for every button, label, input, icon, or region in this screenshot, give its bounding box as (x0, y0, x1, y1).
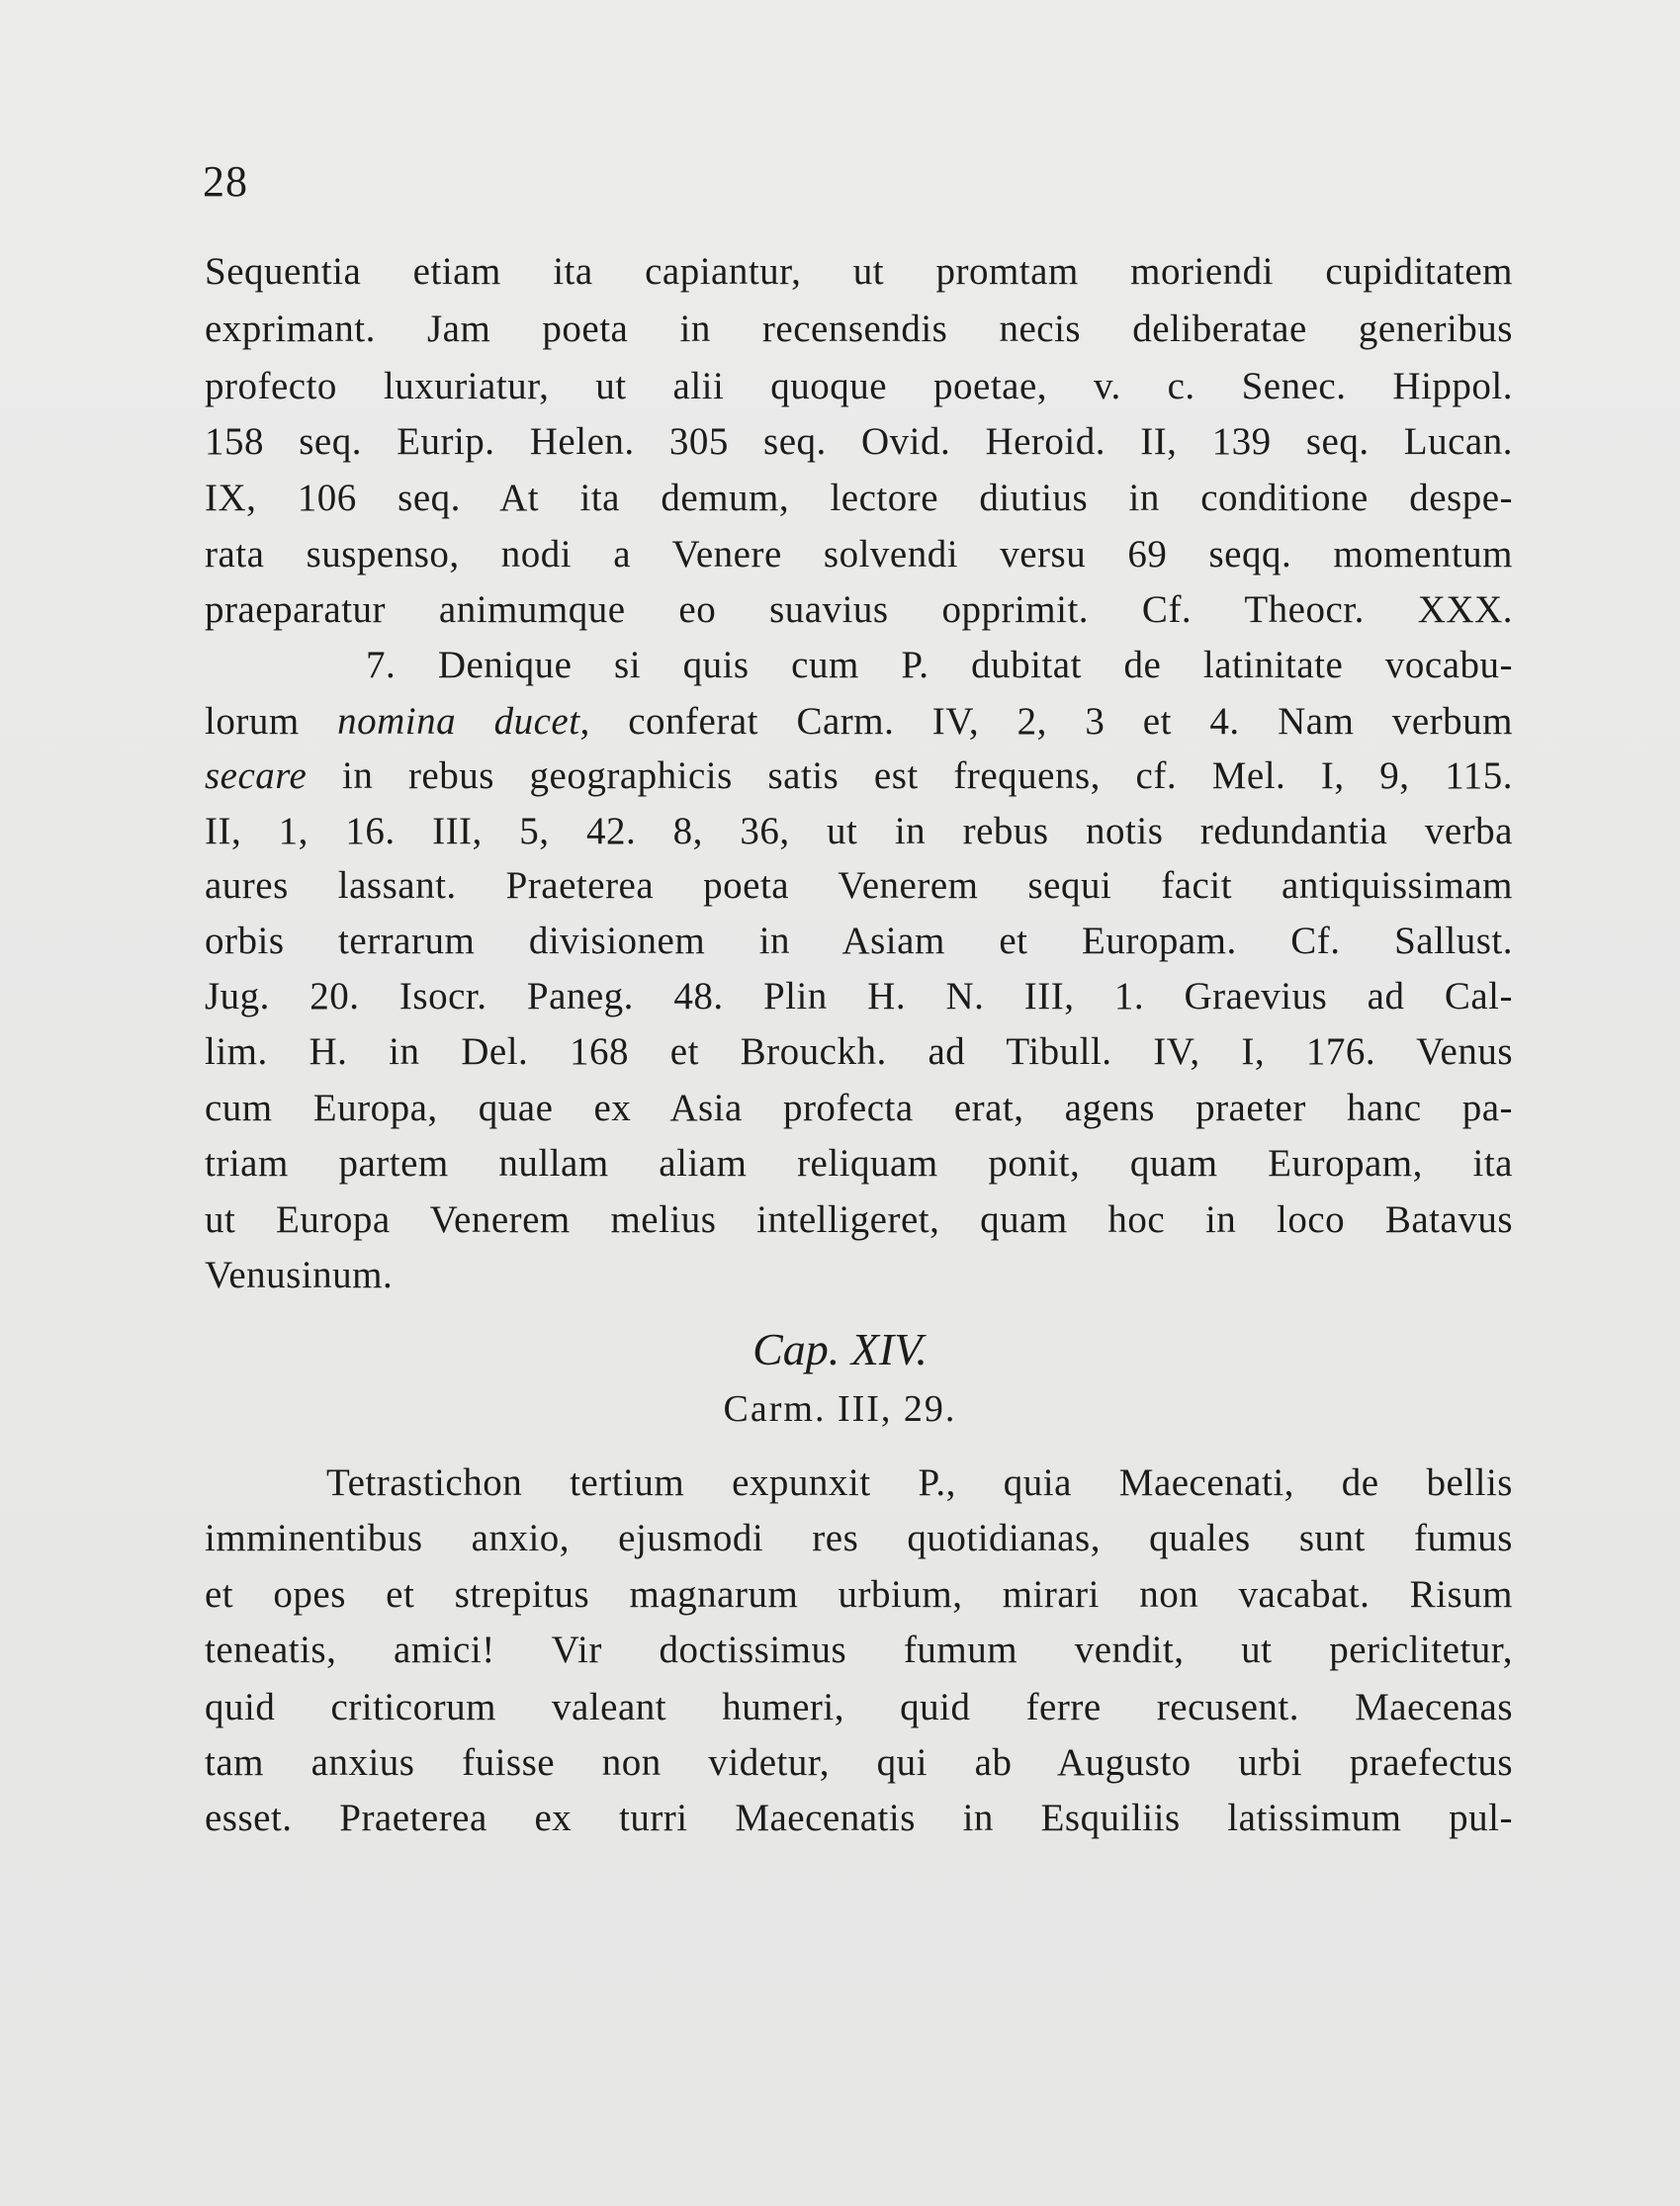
text-line: quid criticorum valeant humeri, quid ferre recusent. Maecenas (205, 1686, 1513, 1728)
text-line: orbis terrarum divisionem in Asiam et Europam. Cf. Sallust. (205, 920, 1513, 962)
text-line: Venusinum. (205, 1254, 394, 1296)
text-line: et opes et strepitus magnarum urbium, mirari non vacabat. Risum (205, 1573, 1513, 1616)
text-line: cum Europa, quae ex Asia profecta erat, agens praeter hanc pa- (205, 1087, 1513, 1129)
text-line: II, 1, 16. III, 5, 42. 8, 36, ut in rebus notis redundantia verba (205, 810, 1513, 852)
text-line: imminentibus anxio, ejusmodi res quotidianas, quales sunt fumus (205, 1517, 1513, 1559)
page-number: 28 (203, 157, 248, 206)
text-line: Jug. 20. Isocr. Paneg. 48. Plin H. N. III, 1. Graevius ad Cal- (205, 975, 1513, 1017)
chapter-title: Cap. XIV. (752, 1324, 928, 1374)
text-line: exprimant. Jam poeta in recensendis necis deliberatae generibus (205, 308, 1513, 350)
text-line: esset. Praeterea ex turri Maecenatis in Esquiliis latissimum pul- (205, 1797, 1513, 1839)
text-line: Sequentia etiam ita capiantur, ut promtam moriendi cupiditatem (205, 250, 1513, 293)
text-line: lim. H. in Del. 168 et Brouckh. ad Tibull. IV, I, 176. Venus (205, 1030, 1513, 1073)
text-line (205, 697, 1513, 747)
paragraph-first-line: 7. Denique si quis cum P. dubitat de latinitate vocabu- (366, 644, 1513, 686)
text-line: praeparatur animumque eo suavius opprimit. Cf. Theocr. XXX. (205, 588, 1513, 631)
text-line: teneatis, amici! Vir doctissimus fumum vendit, ut periclitetur, (205, 1629, 1513, 1671)
italic-word: secare (205, 754, 308, 797)
text-span: conferat Carm. IV, 2, 3 et 4. Nam verbum (589, 700, 1513, 743)
text-line: 158 seq. Eurip. Helen. 305 seq. Ovid. Heroid. II, 139 seq. Lucan. (205, 420, 1513, 463)
italic-phrase: nomina ducet, (337, 700, 590, 743)
chapter-subtitle: Carm. III, 29. (723, 1388, 957, 1430)
text-line: ut Europa Venerem melius intelligeret, quam hoc in loco Batavus (205, 1198, 1513, 1241)
text-line: tam anxius fuisse non videtur, qui ab Augusto urbi praefectus (205, 1741, 1513, 1784)
text-line: profecto luxuriatur, ut alii quoque poetae, v. c. Senec. Hippol. (205, 365, 1513, 407)
text-span: in rebus geographicis satis est frequens, cf. Mel. I, 9, 115. (307, 754, 1513, 797)
text-span: lorum (205, 700, 338, 743)
text-line: triam partem nullam aliam reliquam ponit, quam Europam, ita (205, 1142, 1513, 1185)
text-line: IX, 106 seq. At ita demum, lectore diutius in conditione despe- (205, 477, 1513, 519)
text-line: rata suspenso, nodi a Venere solvendi versu 69 seqq. momentum (205, 533, 1513, 575)
paragraph-first-line: Tetrastichon tertium expunxit P., quia Maecenati, de bellis (326, 1461, 1513, 1504)
text-line: aures lassant. Praeterea poeta Venerem sequi facit antiquissimam (205, 864, 1513, 907)
text-line (205, 751, 1513, 801)
